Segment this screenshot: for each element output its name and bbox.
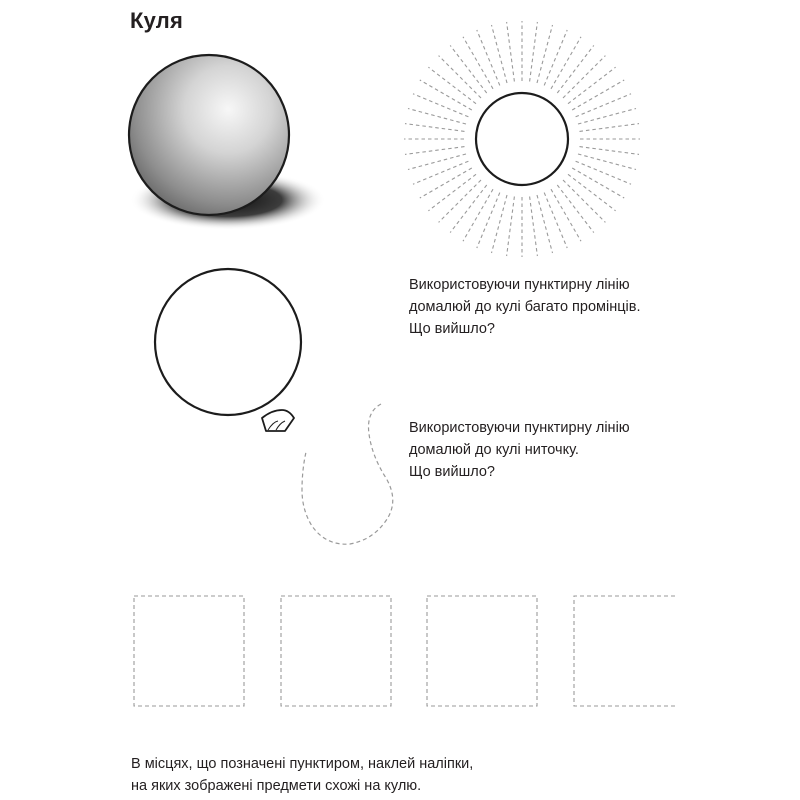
dashed-ray xyxy=(408,109,466,125)
dashed-ray xyxy=(578,154,636,170)
dashed-ray xyxy=(507,22,515,82)
task-rays-line: домалюй до кулі багато промінців. xyxy=(409,299,641,315)
dashed-ray xyxy=(405,147,465,155)
sun-rays-illustration xyxy=(404,21,640,257)
task-rays-instructions xyxy=(409,274,640,340)
task-string-instructions xyxy=(409,417,630,483)
sticker-placeholders xyxy=(134,596,675,706)
sticker-place-4[interactable] xyxy=(574,596,675,706)
dashed-ray xyxy=(580,124,640,132)
dashed-ray xyxy=(492,25,508,83)
dashed-ray xyxy=(576,94,631,117)
sticker-place-3[interactable] xyxy=(427,596,537,706)
dashed-ray xyxy=(580,147,640,155)
balloon-string-dashed xyxy=(302,404,393,544)
dashed-ray xyxy=(413,161,468,184)
dashed-ray xyxy=(578,109,636,125)
sphere xyxy=(129,55,289,215)
dashed-ray xyxy=(530,197,538,257)
dashed-ray xyxy=(537,25,553,83)
dashed-ray xyxy=(576,161,631,184)
task-rays-line: Що вийшло? xyxy=(409,321,495,337)
task-string-line: Що вийшло? xyxy=(409,464,495,480)
shaded-sphere-illustration xyxy=(124,55,326,232)
balloon-circle xyxy=(155,269,301,415)
dashed-ray xyxy=(544,30,567,85)
task-stickers-line: на яких зображені предмети схожі на кулю. xyxy=(131,778,422,794)
page-title: Куля xyxy=(130,8,183,33)
dashed-ray xyxy=(537,195,553,253)
task-rays-line: Використовуючи пунктирну лінію xyxy=(409,277,630,293)
sticker-place-2[interactable] xyxy=(281,596,391,706)
dashed-ray xyxy=(405,124,465,132)
dashed-ray xyxy=(507,197,515,257)
task-string-line: домалюй до кулі ниточку. xyxy=(409,442,579,458)
dashed-ray xyxy=(492,195,508,253)
rays-circle xyxy=(476,93,568,185)
dashed-ray xyxy=(544,193,567,248)
balloon-illustration xyxy=(155,269,393,544)
task-stickers-line: В місцях, що позначені пунктиром, наклей наліпки, xyxy=(131,756,474,772)
task-stickers-instructions xyxy=(131,753,473,797)
balloon-knot xyxy=(262,410,294,431)
dashed-ray xyxy=(408,154,466,170)
task-string-line: Використовуючи пунктирну лінію xyxy=(409,420,630,436)
dashed-ray xyxy=(413,94,468,117)
dashed-ray xyxy=(477,193,500,248)
sticker-place-1[interactable] xyxy=(134,596,244,706)
dashed-ray xyxy=(530,22,538,82)
dashed-ray xyxy=(477,30,500,85)
